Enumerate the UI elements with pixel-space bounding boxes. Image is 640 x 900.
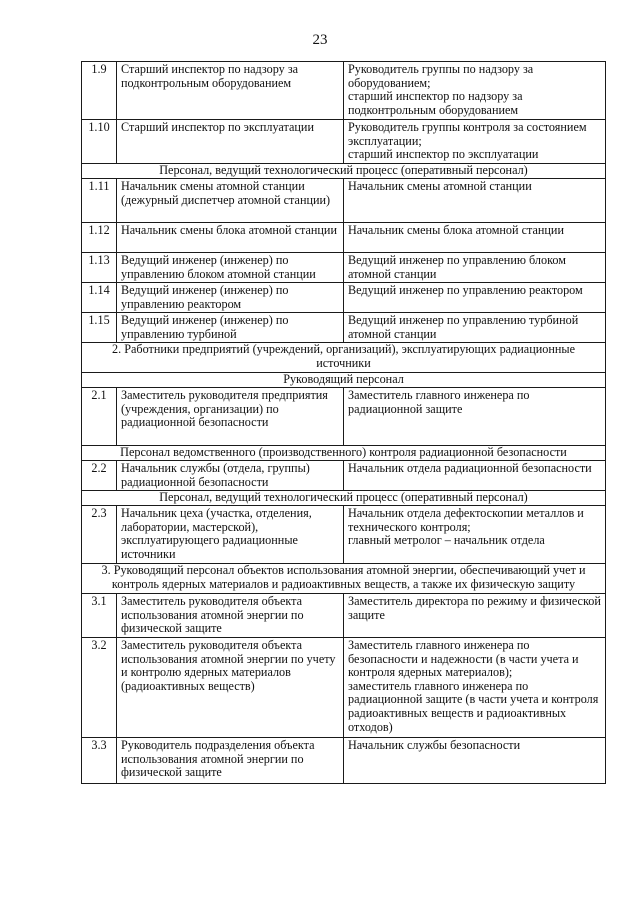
section-row [82, 343, 606, 373]
row-number: 3.1 [82, 594, 117, 638]
row-number: 1.14 [82, 283, 117, 313]
table-row [82, 738, 606, 784]
table-row [82, 253, 606, 283]
table-row [82, 223, 606, 253]
supervisor-cell [344, 120, 606, 164]
supervisor-cell: Ведущий инженер по управлению реактором [344, 283, 606, 313]
row-number: 2.2 [82, 461, 117, 491]
table-row [82, 388, 606, 446]
position-cell: Начальник цеха (участка, отделения, лаборатории, мастерской), эксплуатирующего радиационные источники [117, 506, 344, 564]
position-cell: Старший инспектор по надзору за подконтрольным оборудованием [117, 62, 344, 120]
position-cell: Ведущий инженер (инженер) по управлению реактором [117, 283, 344, 313]
section-row [82, 564, 606, 594]
section-heading: 3. Руководящий персонал объектов использования атомной энергии, обеспечивающий учет и контроль ядерных материалов и радиоактивных веществ, а также их физическую защиту [82, 564, 606, 594]
row-number: 3.2 [82, 638, 117, 738]
section-row [82, 446, 606, 461]
supervisor-cell: Начальник службы безопасности [344, 738, 606, 784]
position-cell: Старший инспектор по эксплуатации [117, 120, 344, 164]
supervisor-cell: Ведущий инженер по управлению турбиной атомной станции [344, 313, 606, 343]
table-row [82, 62, 606, 120]
supervisor-cell [344, 62, 606, 120]
section-heading: Персонал, ведущий технологический процесс (оперативный персонал) [82, 491, 606, 506]
position-cell: Начальник службы (отдела, группы) радиационной безопасности [117, 461, 344, 491]
supervisor-cell: Заместитель главного инженера по радиационной защите [344, 388, 606, 446]
section-row [82, 491, 606, 506]
row-number: 3.3 [82, 738, 117, 784]
section-heading: Персонал, ведущий технологический процесс (оперативный персонал) [82, 164, 606, 179]
table-row [82, 638, 606, 738]
supervisor-line: Заместитель главного инженера по безопасности и надежности (в части учета и контроля ядерных материалов); [348, 638, 579, 680]
position-cell: Ведущий инженер (инженер) по управлению блоком атомной станции [117, 253, 344, 283]
supervisor-cell [344, 506, 606, 564]
supervisor-cell: Заместитель директора по режиму и физической защите [344, 594, 606, 638]
position-cell: Ведущий инженер (инженер) по управлению турбиной [117, 313, 344, 343]
table-row [82, 283, 606, 313]
position-cell: Начальник смены блока атомной станции [117, 223, 344, 253]
table-row [82, 120, 606, 164]
row-number: 1.10 [82, 120, 117, 164]
table-row [82, 594, 606, 638]
supervisor-line: заместитель главного инженера по радиационной защите (в части учета и контроля радиоактивных веществ и радиоактивных отходов) [348, 678, 599, 734]
section-row [82, 373, 606, 388]
table-row [82, 506, 606, 564]
row-number: 1.9 [82, 62, 117, 120]
supervisor-line: главный метролог – начальник отдела [348, 533, 545, 548]
supervisor-line: Руководитель группы по надзору за оборудованием; [348, 62, 534, 90]
section-heading: 2. Работники предприятий (учреждений, организаций), эксплуатирующих радиационные источники [82, 343, 606, 373]
table-row [82, 313, 606, 343]
supervisor-line: старший инспектор по надзору за подконтрольным оборудованием [348, 89, 523, 117]
position-cell: Руководитель подразделения объекта использования атомной энергии по физической защите [117, 738, 344, 784]
row-number: 2.3 [82, 506, 117, 564]
position-cell: Заместитель руководителя объекта использования атомной энергии по учету и контролю ядерных материалов (радиоактивных веществ) [117, 638, 344, 738]
table-row [82, 461, 606, 491]
section-row [82, 164, 606, 179]
supervisor-line: Руководитель группы контроля за состоянием эксплуатации; [348, 120, 587, 148]
position-cell: Заместитель руководителя предприятия (учреждения, организации) по радиационной безопасности [117, 388, 344, 446]
supervisor-line: старший инспектор по эксплуатации [348, 147, 539, 162]
section-heading: Руководящий персонал [82, 373, 606, 388]
row-number: 1.11 [82, 179, 117, 223]
supervisor-cell: Начальник смены блока атомной станции [344, 223, 606, 253]
row-number: 2.1 [82, 388, 117, 446]
row-number: 1.12 [82, 223, 117, 253]
page-number: 23 [312, 32, 328, 48]
position-cell: Начальник смены атомной станции (дежурный диспетчер атомной станции) [117, 179, 344, 223]
section-heading: Персонал ведомственного (производственного) контроля радиационной безопасности [82, 446, 606, 461]
supervisor-cell [344, 638, 606, 738]
supervisor-cell: Начальник смены атомной станции [344, 179, 606, 223]
position-cell: Заместитель руководителя объекта использования атомной энергии по физической защите [117, 594, 344, 638]
row-number: 1.15 [82, 313, 117, 343]
supervisor-cell: Начальник отдела радиационной безопасности [344, 461, 606, 491]
supervisor-line: Начальник отдела дефектоскопии металлов и технического контроля; [348, 506, 584, 534]
supervisor-cell: Ведущий инженер по управлению блоком атомной станции [344, 253, 606, 283]
row-number: 1.13 [82, 253, 117, 283]
positions-table [81, 61, 606, 784]
table-row [82, 179, 606, 223]
